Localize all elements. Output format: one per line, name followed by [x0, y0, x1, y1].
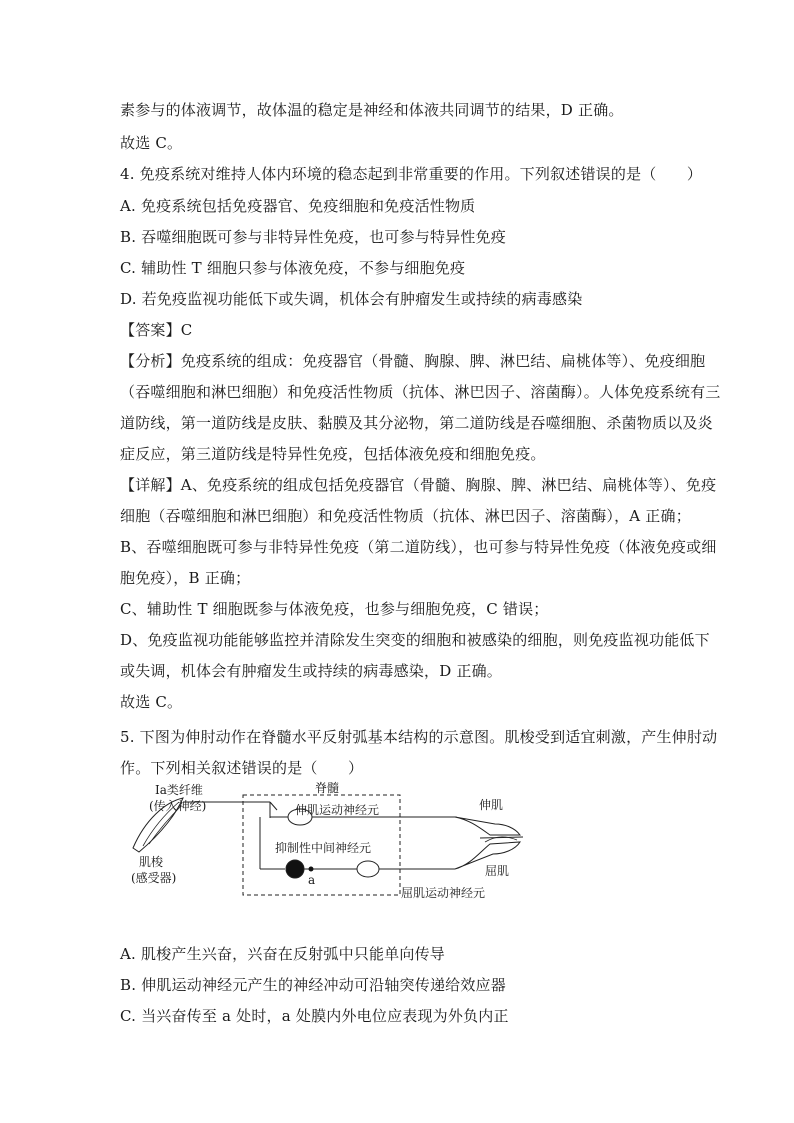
- question-5-stem: 作。下列相关叙述错误的是（ ）: [120, 759, 364, 777]
- inhibitory-interneuron-label: 抑制性中间神经元: [275, 841, 372, 855]
- explanation-line: B、吞噬细胞既可参与非特异性免疫（第二道防线），也可参与特异性免疫（体液免疫或细: [120, 538, 717, 556]
- option-b: B. 吞噬细胞既可参与非特异性免疫，也可参与特异性免疫: [120, 228, 506, 246]
- text-line: 故选 C。: [120, 134, 183, 152]
- extensor-muscle-shape: [455, 817, 520, 835]
- extensor-muscle-label: 伸肌: [479, 798, 504, 812]
- point-a-marker: [309, 867, 314, 872]
- option-a: A. 免疫系统包括免疫器官、免疫细胞和免疫活性物质: [120, 197, 476, 215]
- text-line: 素参与的体液调节，故体温的稳定是神经和体液共同调节的结果，D 正确。: [120, 101, 624, 119]
- muscle-spindle-label: 肌梭: [139, 855, 164, 869]
- flexor-neuron-body: [357, 861, 379, 877]
- fiber-label: Ia类纤维: [155, 783, 203, 797]
- analysis-line: （吞噬细胞和淋巴细胞）和免疫活性物质（抗体、淋巴因子、溶菌酶）。人体免疫系统有三: [120, 383, 721, 401]
- explanation-line: 或失调，机体会有肿瘤发生或持续的病毒感染，D 正确。: [120, 662, 502, 680]
- question-5-stem: 5. 下图为伸肘动作在脊髓水平反射弧基本结构的示意图。肌梭受到适宜刺激，产生伸肘动: [120, 728, 718, 746]
- q5-option-c: C. 当兴奋传至 a 处时，a 处膜内外电位应表现为外负内正: [120, 1007, 509, 1025]
- q5-option-a: A. 肌梭产生兴奋，兴奋在反射弧中只能单向传导: [120, 945, 445, 963]
- analysis-line: 【分析】免疫系统的组成：免疫器官（骨髓、胸腺、脾、淋巴结、扁桃体等）、免疫细胞: [120, 352, 706, 370]
- flexor-motor-neuron-label: 屈肌运动神经元: [401, 886, 486, 900]
- explanation-line: 胞免疫），B 正确；: [120, 569, 251, 587]
- explanation-line: 【详解】A、免疫系统的组成包括免疫器官（骨髓、胸腺、脾、淋巴结、扁桃体等）、免疫: [120, 476, 717, 494]
- q5-option-b: B. 伸肌运动神经元产生的神经冲动可沿轴突传递给效应器: [120, 976, 506, 994]
- extensor-motor-neuron-label: 伸肌运动神经元: [295, 803, 380, 817]
- reflex-arc-diagram: [125, 780, 525, 900]
- question-4-stem: 4. 免疫系统对维持人体内环境的稳态起到非常重要的作用。下列叙述错误的是（ ）: [120, 165, 703, 183]
- explanation-line: D、免疫监视功能能够监控并清除发生突变的细胞和被感染的细胞，则免疫监视功能低下: [120, 631, 710, 649]
- inhibitory-interneuron-body: [286, 860, 304, 878]
- text-line: 故选 C。: [120, 693, 183, 711]
- answer-line: 【答案】C: [120, 321, 193, 339]
- analysis-line: 症反应，第三道防线是特异性免疫，包括体液免疫和细胞免疫。: [120, 445, 546, 463]
- analysis-line: 道防线，第一道防线是皮肤、黏膜及其分泌物，第二道防线是吞噬细胞、杀菌物质以及炎: [120, 414, 713, 432]
- option-c: C. 辅助性 T 细胞只参与体液免疫，不参与细胞免疫: [120, 259, 466, 277]
- spinal-cord-label: 脊髓: [315, 781, 340, 795]
- explanation-line: C、辅助性 T 细胞既参与体液免疫，也参与细胞免疫，C 错误；: [120, 600, 549, 618]
- afferent-label: (传入神经): [149, 799, 207, 813]
- option-d: D. 若免疫监视功能低下或失调，机体会有肿瘤发生或持续的病毒感染: [120, 290, 583, 308]
- point-a-label: a: [308, 873, 316, 887]
- explanation-line: 细胞（吞噬细胞和淋巴细胞）和免疫活性物质（抗体、淋巴因子、溶菌酶），A 正确；: [120, 507, 691, 525]
- receptor-label: (感受器): [131, 871, 177, 885]
- flexor-muscle-label: 屈肌: [485, 864, 510, 878]
